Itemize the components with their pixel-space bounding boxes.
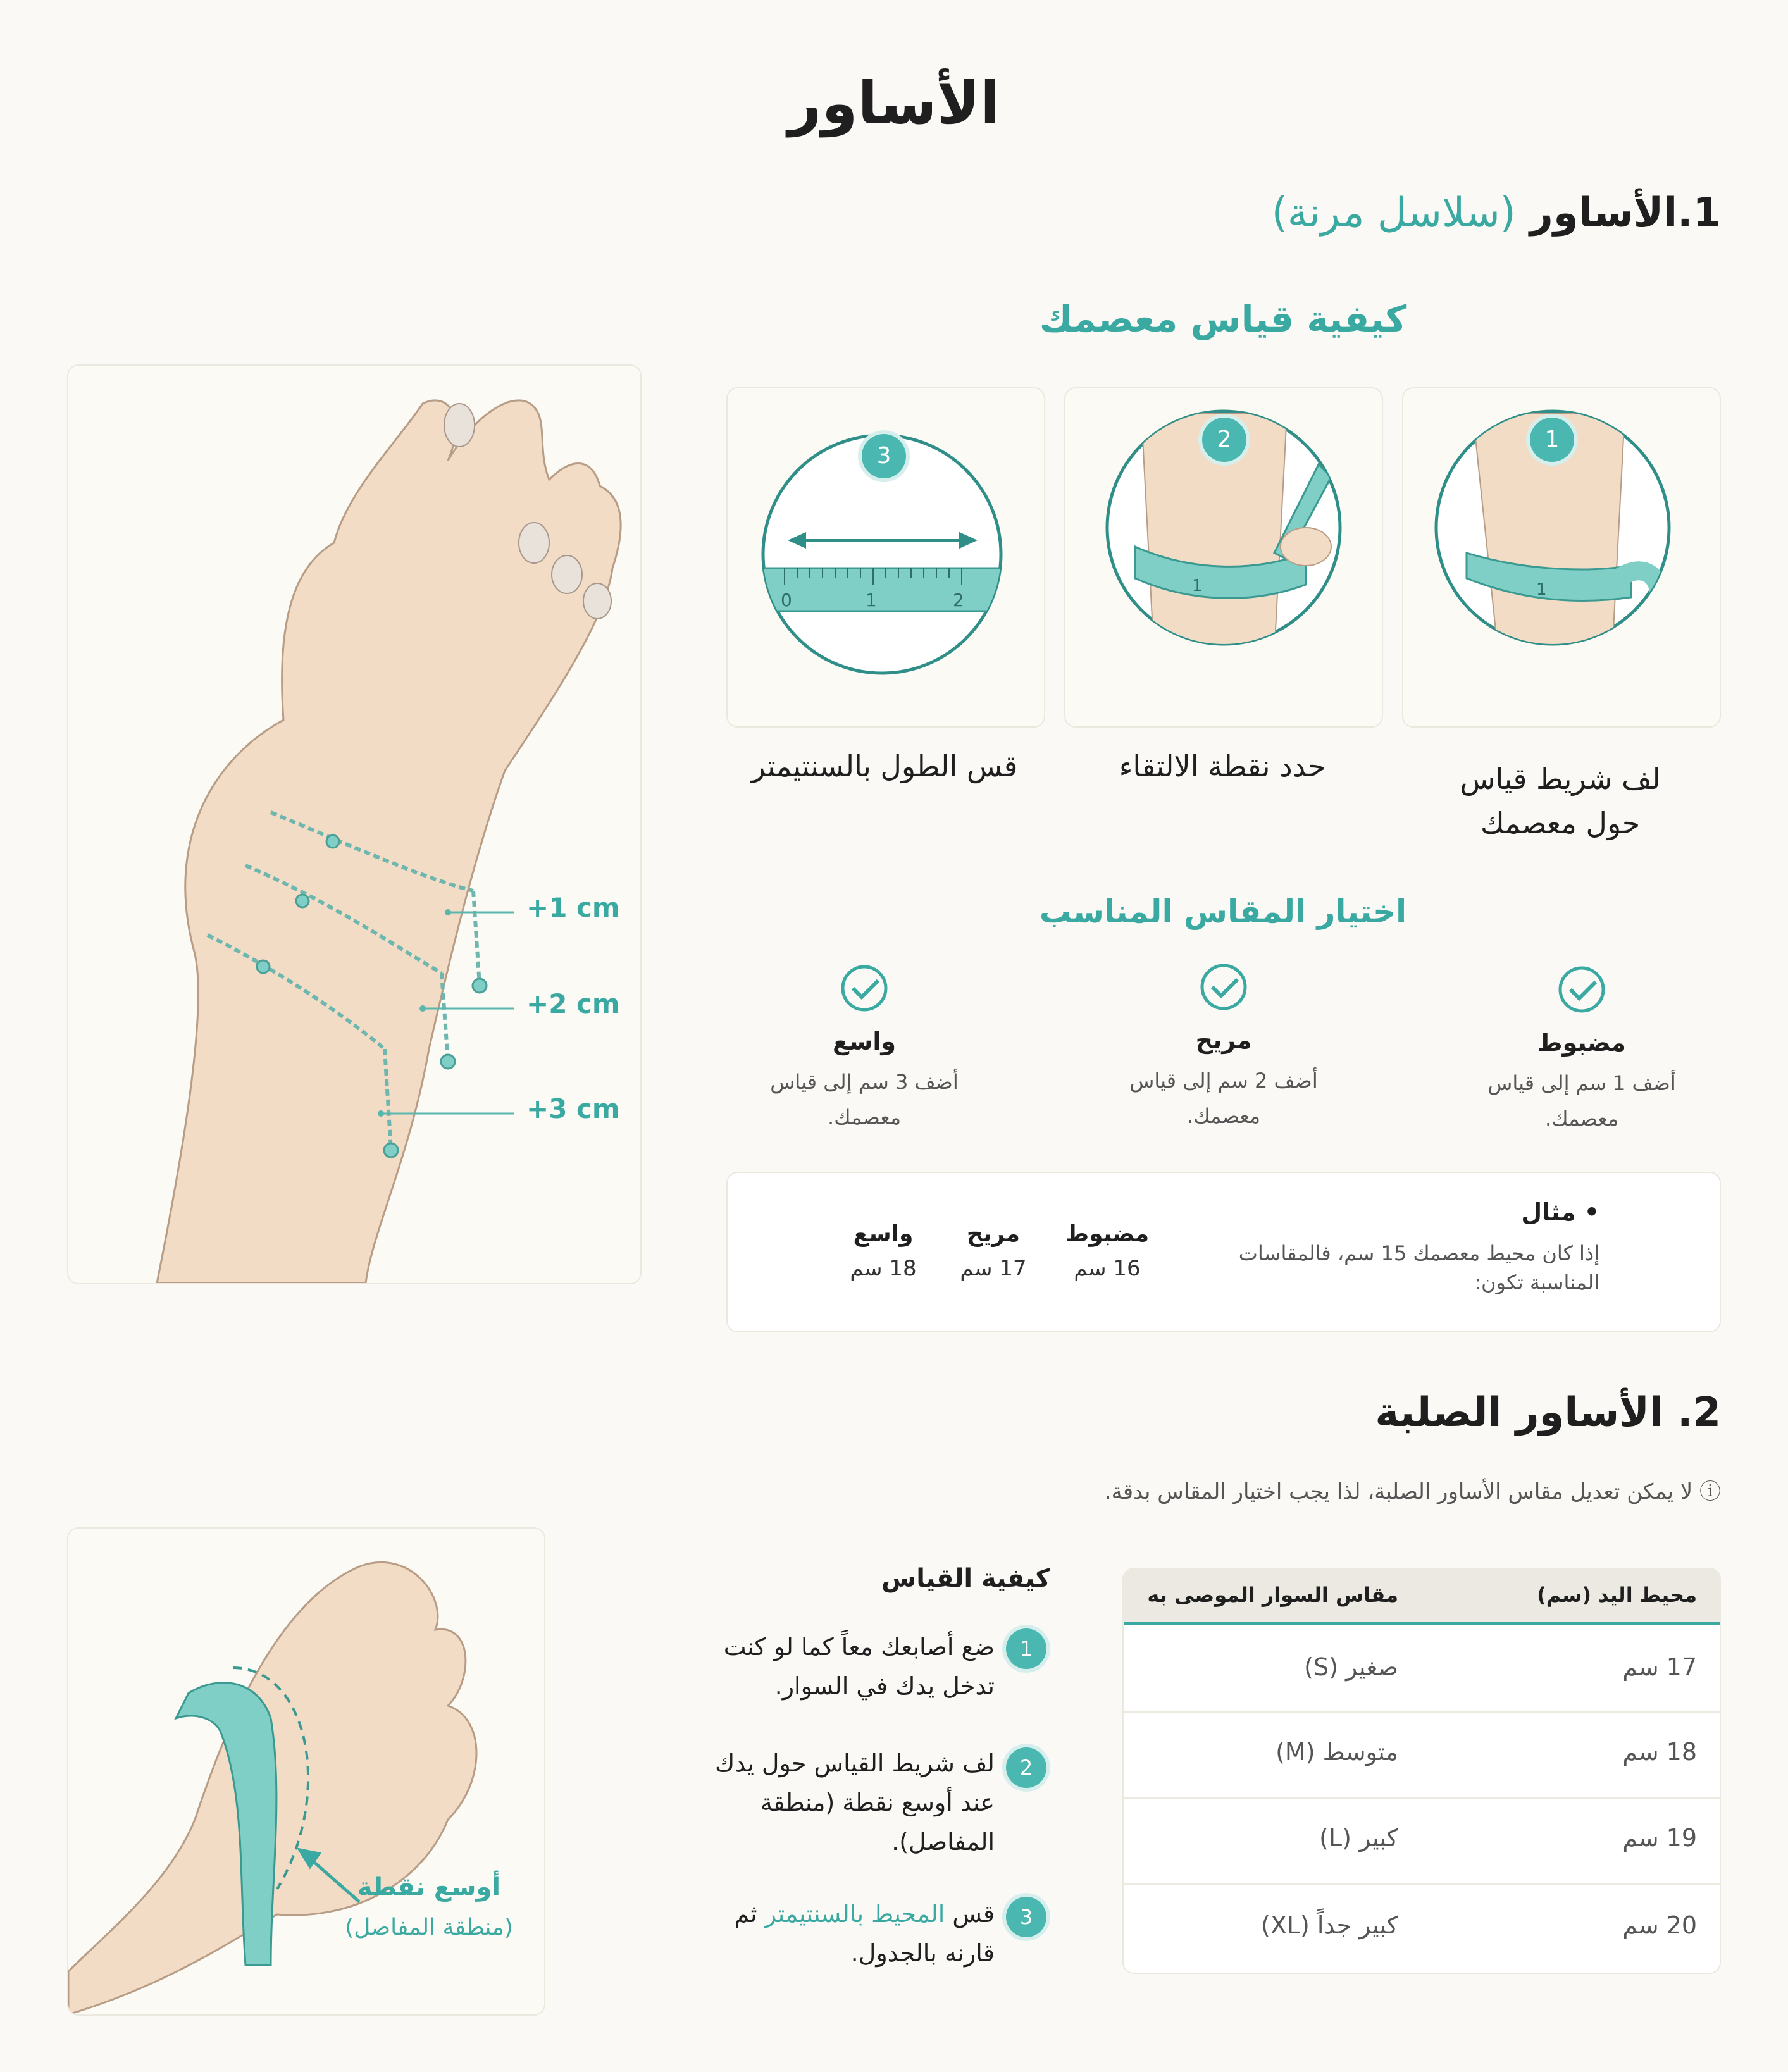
section1-title-accent: (سلاسل مرنة) [1271,190,1516,237]
page-title: الأساور [788,70,1000,137]
step-3-badge: 3 [862,434,906,478]
section2-how-title: كيفية القياس [881,1564,1050,1593]
svg-text:1: 1 [1192,576,1203,595]
section1-number: 1. [1677,190,1721,237]
step-2-badge: 2 [1202,418,1246,462]
fit-desc-loose: أضف 3 سم إلى قياس معصمك. [770,1070,959,1129]
example-col-snug: مضبوط 16 سم [1065,1221,1150,1281]
section1-title-main: الأساور [1529,190,1678,237]
step-card-2 [1064,387,1383,728]
svg-text:1: 1 [1536,580,1547,599]
hand-bracelets-illustration [68,366,640,1283]
example-col-comfort: مريح 17 سم [960,1221,1027,1281]
how-item-1: ضع أصابعك معاً كما لو كنت تدخل يدك في السوار. [723,1633,995,1700]
tape-tick-2: 2 [953,590,964,611]
fist-illustration-card [67,1527,545,2016]
step-3-label: قس الطول بالسنتيمتر [751,749,1018,783]
step-1-badge: 1 [1530,418,1574,462]
widest-point-sub: (منطقة المفاصل) [345,1914,513,1940]
step-2-label: حدد نقطة الالتقاء [1119,749,1326,783]
fit-desc-snug: أضف 1 سم إلى قياس معصمك. [1487,1071,1676,1131]
widest-point-label: أوسع نقطة [357,1873,501,1902]
tape-tick-1: 1 [866,590,877,611]
table-row: 18 سم متوسط (M) [1124,1711,1720,1799]
example-desc: إذا كان محيط معصمك 15 سم، فالمقاسات المناسبة تكون: [1238,1241,1599,1294]
fit-title: اختيار المقاس المناسب [1039,893,1407,930]
table-row: 19 سم كبير (L) [1124,1797,1720,1885]
fit-name-loose: واسع [833,1027,896,1055]
cm-label-1: +1 cm [526,892,620,923]
check-circle-icon [1487,964,1677,1015]
col-size-header: مقاس السوار الموصى به [1147,1583,1398,1607]
step-card-3 [726,387,1045,728]
check-circle-icon [1129,962,1319,1012]
how-item-2: لف شريط القياس حول يدك عند أوسع نقطة (منطقة المفاصل). [714,1749,995,1856]
step-card-1 [1402,387,1721,728]
wrist-illustration-card [67,364,642,1284]
fit-option-comfort [1129,962,1319,1202]
section1-title [1272,190,1721,237]
example-col-loose: واسع 18 سم [850,1221,917,1281]
table-row: 17 سم صغير (S) [1304,1653,1697,1681]
fist-measure-illustration [68,1529,544,2014]
example-title: • مثال [1521,1198,1599,1226]
cm-label-3: +3 cm [526,1093,620,1124]
how-item-3: قس المحيط بالسنتيمتر ثم قارنه بالجدول. [734,1900,995,1967]
how-to-measure-title: كيفية قياس معصمك [1039,297,1407,340]
fit-option-snug [1487,964,1677,1205]
table-row: 20 سم كبير جداً (XL) [1124,1883,1720,1973]
col-hand-header: محيط اليد (سم) [1537,1583,1697,1607]
section2-note: ⓘ لا يمكن تعديل مقاس الأساور الصلبة، لذا يجب اختيار المقاس بدقة. [1104,1479,1721,1504]
fit-name-comfort: مريح [1195,1026,1252,1054]
section2-title: 2. الأساور الصلبة [1375,1389,1721,1436]
fit-option-loose [769,963,959,1203]
cm-label-2: +2 cm [526,988,620,1019]
step-1-label: لف شريط قياس حول معصمك [1460,762,1661,840]
example-card [726,1172,1721,1332]
how-item-2-badge: 2 [1006,1747,1046,1788]
check-circle-icon [769,963,959,1014]
fit-desc-comfort: أضف 2 سم إلى قياس معصمك. [1129,1069,1318,1128]
fit-name-snug: مضبوط [1537,1029,1626,1057]
how-item-1-badge: 1 [1006,1628,1046,1669]
size-table [1122,1568,1721,1974]
tape-tick-0: 0 [781,590,792,611]
size-table-header [1124,1569,1720,1625]
how-item-3-badge: 3 [1006,1897,1046,1937]
